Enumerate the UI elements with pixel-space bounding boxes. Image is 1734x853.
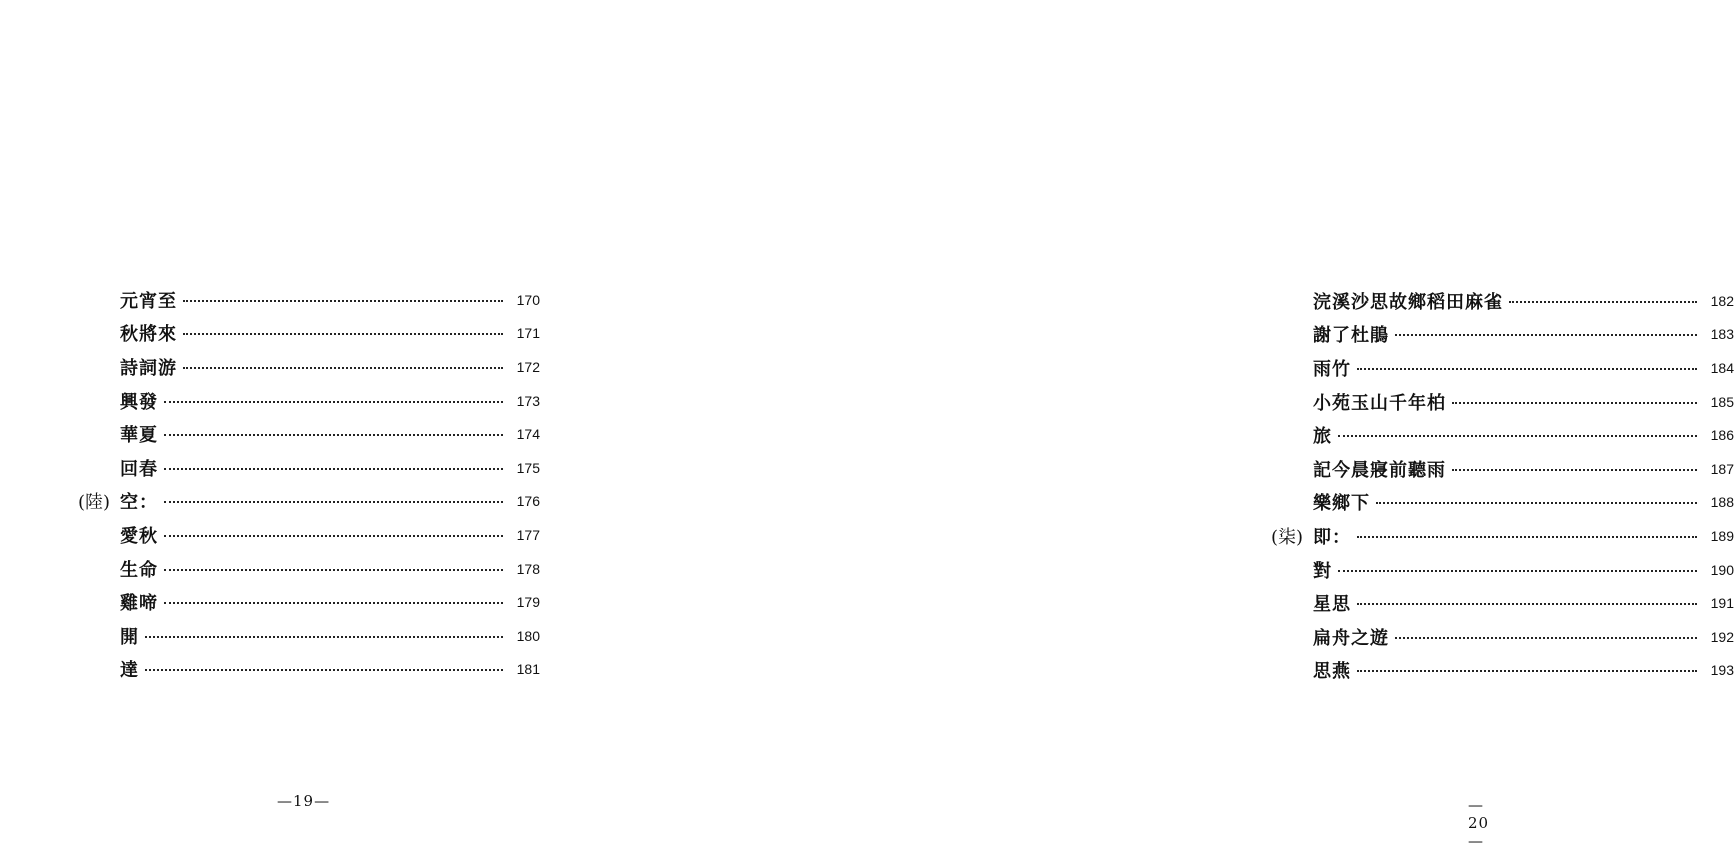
toc-entry	[1271, 519, 1734, 553]
entry-page-number: 190	[1710, 561, 1734, 578]
toc-entry	[1271, 385, 1734, 419]
page-number-footer: —19—	[277, 792, 331, 810]
dot-leader	[164, 569, 503, 571]
entry-page-number: 189	[1710, 527, 1734, 544]
dot-leader	[1338, 435, 1697, 437]
dot-leader	[1338, 570, 1697, 572]
entry-title: 回春	[120, 458, 158, 480]
entry-title: 對	[1313, 560, 1332, 582]
toc-entry	[78, 451, 540, 485]
toc-list-right	[1271, 284, 1734, 687]
dot-leader	[183, 300, 503, 302]
entry-title: 詩詞游	[120, 357, 177, 379]
dot-leader	[183, 367, 503, 369]
dot-leader	[1509, 301, 1697, 303]
toc-entry	[1271, 418, 1734, 452]
entry-page-number: 183	[1710, 326, 1734, 343]
toc-entry	[78, 485, 540, 519]
toc-entry	[78, 384, 540, 418]
entry-page-number: 176	[516, 493, 540, 510]
toc-entry	[1271, 586, 1734, 620]
entry-page-number: 184	[1710, 359, 1734, 376]
entry-title: 空：	[120, 492, 158, 514]
entry-title: 秋將來	[120, 324, 177, 346]
toc-list-left	[78, 283, 540, 686]
toc-entry	[78, 350, 540, 384]
toc-entry	[78, 585, 540, 619]
toc-entry	[1271, 553, 1734, 587]
toc-entry	[1271, 351, 1734, 385]
entry-page-number: 181	[516, 661, 540, 678]
toc-entry	[1271, 654, 1734, 688]
entry-title: 即：	[1313, 526, 1351, 548]
entry-page-number: 173	[516, 392, 540, 409]
section-marker: (柒)	[1271, 526, 1304, 548]
entry-page-number: 186	[1710, 427, 1734, 444]
toc-entry	[78, 317, 540, 351]
dot-leader	[164, 401, 503, 403]
entry-page-number: 179	[516, 594, 540, 611]
toc-entry	[78, 283, 540, 317]
toc-entry	[1271, 620, 1734, 654]
entry-title: 愛秋	[120, 525, 158, 547]
entry-page-number: 178	[516, 560, 540, 577]
toc-entry	[1271, 318, 1734, 352]
entry-title: 雨竹	[1313, 358, 1351, 380]
entry-title: 浣溪沙思故鄉稻田麻雀	[1313, 291, 1503, 313]
entry-page-number: 187	[1710, 460, 1734, 477]
dot-leader	[1357, 368, 1697, 370]
dot-leader	[164, 434, 503, 436]
dot-leader	[164, 602, 503, 604]
entry-title: 達	[120, 660, 139, 682]
entry-page-number: 191	[1710, 595, 1734, 612]
dot-leader	[164, 468, 503, 470]
entry-title: 旅	[1313, 426, 1332, 448]
entry-title: 元宵至	[120, 290, 177, 312]
entry-title: 雞啼	[120, 593, 158, 615]
entry-title: 開	[120, 626, 139, 648]
dot-leader	[164, 501, 503, 503]
entry-page-number: 171	[516, 325, 540, 342]
entry-page-number: 182	[1710, 292, 1734, 309]
dot-leader	[1452, 469, 1697, 471]
dot-leader	[1395, 637, 1697, 639]
entry-title: 生命	[120, 559, 158, 581]
right-page	[595, 0, 1734, 853]
entry-page-number: 192	[1710, 628, 1734, 645]
section-marker: (陸)	[78, 492, 111, 514]
entry-title: 樂鄉下	[1313, 493, 1370, 515]
entry-title: 扁舟之遊	[1313, 627, 1389, 649]
entry-page-number: 172	[516, 358, 540, 375]
entry-title: 興發	[120, 391, 158, 413]
entry-page-number: 175	[516, 459, 540, 476]
entry-title: 華夏	[120, 425, 158, 447]
dot-leader	[1452, 402, 1697, 404]
entry-title: 星思	[1313, 594, 1351, 616]
entry-title: 謝了杜鵑	[1313, 325, 1389, 347]
entry-page-number: 193	[1710, 662, 1734, 679]
dot-leader	[164, 535, 503, 537]
toc-entry	[78, 653, 540, 687]
toc-entry	[78, 552, 540, 586]
entry-title: 小苑玉山千年柏	[1313, 392, 1446, 414]
entry-page-number: 170	[516, 291, 540, 308]
entry-page-number: 180	[516, 627, 540, 644]
dot-leader	[1376, 502, 1697, 504]
toc-entry	[1271, 452, 1734, 486]
left-page	[0, 0, 595, 853]
toc-entry	[78, 518, 540, 552]
entry-page-number: 174	[516, 426, 540, 443]
dot-leader	[145, 669, 503, 671]
dot-leader	[1357, 670, 1697, 672]
dot-leader	[1357, 536, 1697, 538]
dot-leader	[1357, 603, 1697, 605]
dot-leader	[183, 333, 503, 335]
toc-entry	[78, 417, 540, 451]
toc-entry	[1271, 486, 1734, 520]
page-number-footer: —20—	[1468, 796, 1490, 850]
toc-entry	[1271, 284, 1734, 318]
entry-page-number: 188	[1710, 494, 1734, 511]
dot-leader	[145, 636, 503, 638]
entry-page-number: 185	[1710, 393, 1734, 410]
toc-entry	[78, 619, 540, 653]
dot-leader	[1395, 334, 1697, 336]
entry-page-number: 177	[516, 526, 540, 543]
entry-title: 思燕	[1313, 661, 1351, 683]
entry-title: 記今晨寢前聽雨	[1313, 459, 1446, 481]
